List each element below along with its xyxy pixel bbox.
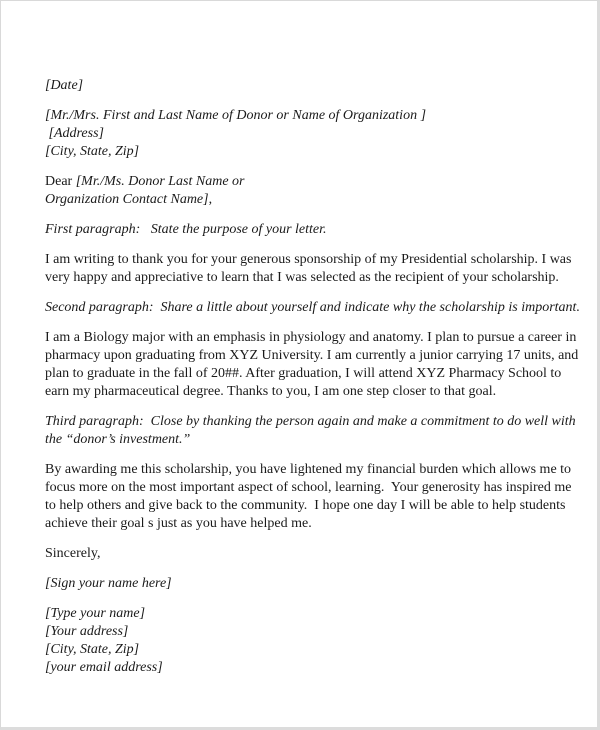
first-paragraph	[45, 251, 572, 287]
date-placeholder: [Date]	[45, 78, 84, 93]
paragraph-line: By awarding me this scholarship, you have lightened my financial burden which allows me to	[45, 462, 572, 477]
salutation	[45, 173, 565, 209]
sender-address: [Your address]	[45, 624, 129, 639]
paragraph-line: very happy and appreciative to learn that I was selected as the recipient of your scholarship.	[45, 270, 559, 285]
paragraph-line: focus more on the most important aspect of school, learning. Your generosity has inspired me	[45, 480, 572, 495]
paragraph-line: I am writing to thank you for your generous sponsorship of my Presidential scholarship. I was	[45, 252, 572, 267]
salutation-name-part2: Organization Contact Name]	[45, 192, 209, 207]
sender-name: [Type your name]	[45, 606, 146, 621]
paragraph-line: I am a Biology major with an emphasis in physiology and anatomy. I plan to pursue a career in	[45, 330, 577, 345]
paragraph-line: earn my pharmaceutical degree. Thanks to you, I am one step closer to that goal.	[45, 384, 497, 399]
paragraph-line: pharmacy upon graduating from XYZ University. I am currently a junior carrying 17 units, and	[45, 348, 579, 363]
instruction-line: Third paragraph: Close by thanking the person again and make a commitment to do well with	[45, 414, 576, 429]
salutation-name-part1: [Mr./Ms. Donor Last Name or	[75, 174, 245, 189]
second-paragraph	[45, 329, 579, 401]
instruction-line: the “donor’s investment.”	[45, 432, 191, 447]
second-paragraph-instruction: Second paragraph: Share a little about yourself and indicate why the scholarship is important.	[45, 300, 580, 315]
paragraph-line: achieve their goal s just as you have helped me.	[45, 516, 312, 531]
sender-email: [your email address]	[45, 660, 163, 675]
first-paragraph-instruction: First paragraph: State the purpose of your letter.	[45, 222, 327, 237]
salutation-dear: Dear	[45, 174, 76, 189]
paragraph-line: to help others and give back to the community. I hope one day I will be able to help students	[45, 498, 566, 513]
sender-city-state-zip: [City, State, Zip]	[45, 642, 140, 657]
third-paragraph	[45, 461, 572, 533]
salutation-comma: ,	[208, 192, 213, 207]
paragraph-line: plan to graduate in the fall of 20##. After graduation, I will attend XYZ Pharmacy School to	[45, 366, 562, 381]
recipient-address: [Address]	[45, 126, 104, 141]
signature-placeholder: [Sign your name here]	[45, 576, 172, 591]
closing: Sincerely,	[45, 546, 101, 561]
sender-block	[45, 605, 565, 677]
recipient-name: [Mr./Mrs. First and Last Name of Donor or Name of Organization ]	[45, 108, 427, 123]
letter-body	[45, 77, 580, 677]
recipient-block	[45, 107, 565, 161]
third-paragraph-instruction	[45, 413, 576, 449]
recipient-city-state-zip: [City, State, Zip]	[45, 144, 140, 159]
